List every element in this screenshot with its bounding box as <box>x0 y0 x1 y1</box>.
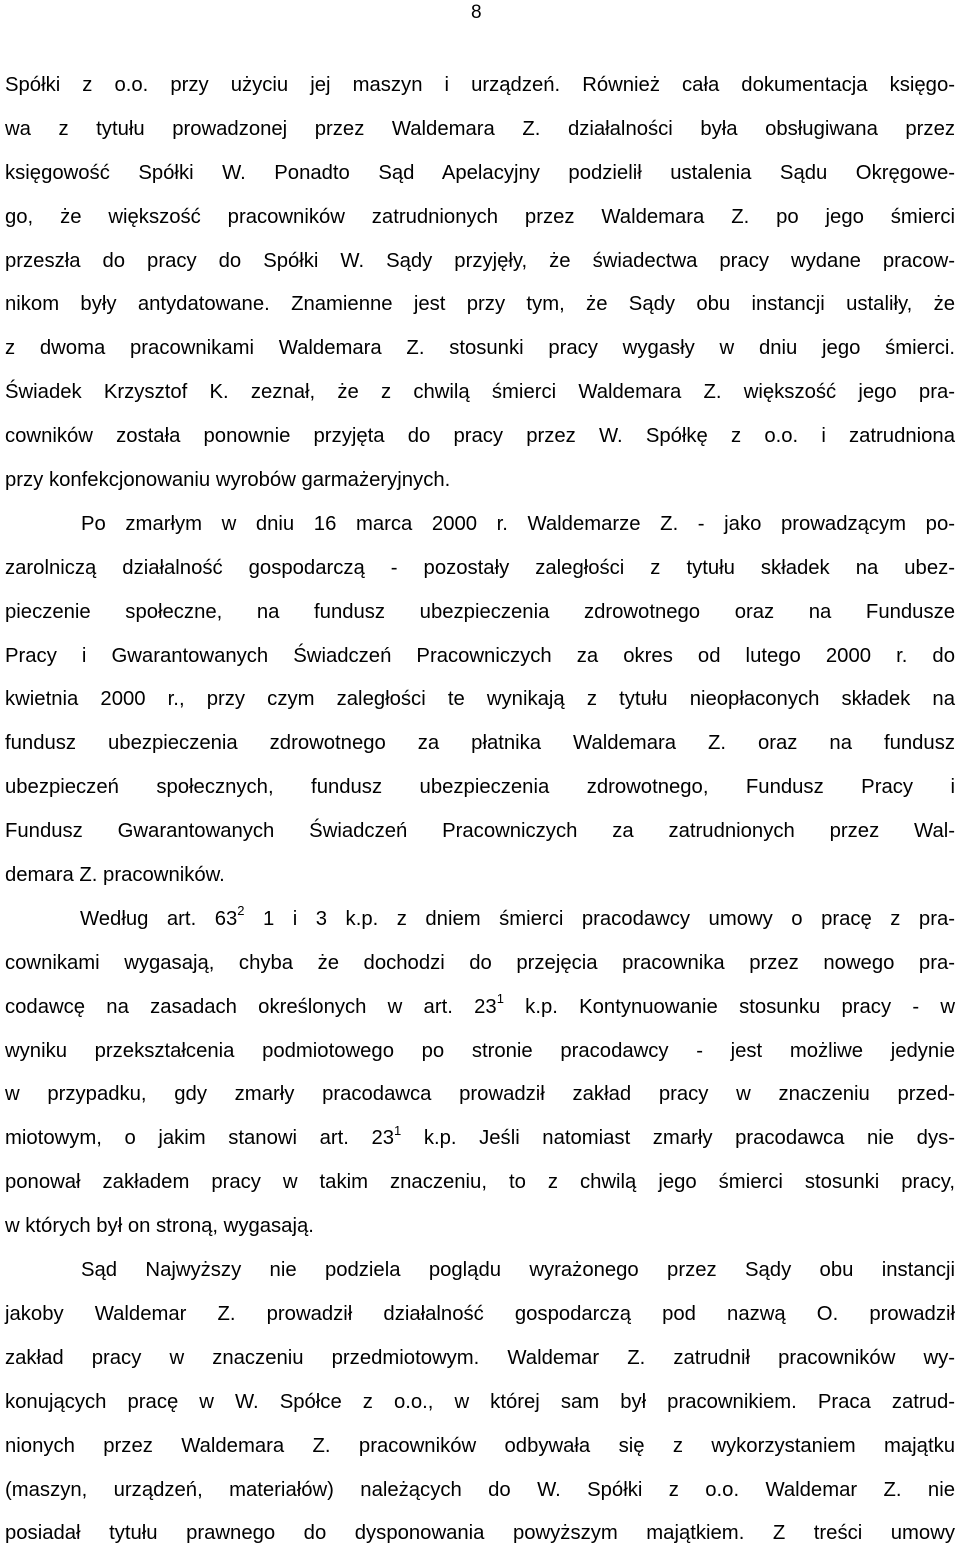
paragraph-block-3 <box>5 1030 955 1118</box>
text-line: wa z tytułu prowadzonej przez Waldemara Z. działalności była obsługiwana przez <box>5 117 955 140</box>
art23b-after: k.p. Jeśli natomiast zmarły pracodawca nie dys- <box>401 1127 955 1150</box>
text-line: nionych przez Waldemara Z. pracowników odbywała się z wykorzystaniem majątku <box>5 1434 955 1457</box>
text-line: zarolniczą działalność gospodarczą - pozostały zaległości z tytułu składek na ubez- <box>5 556 955 579</box>
text-line: (maszyn, urządzeń, materiałów) należących do W. Spółki z o.o. Waldemar Z. nie <box>5 1478 955 1501</box>
paragraph-block-1 <box>5 64 955 898</box>
text-line: jakoby Waldemar Z. prowadził działalność gospodarczą pod nazwą O. prowadził <box>5 1302 955 1325</box>
text-line: w których był on stroną, wygasają. <box>5 1215 314 1238</box>
text-line: Spółki z o.o. przy użyciu jej maszyn i urządzeń. Również cała dokumentacja księgo- <box>5 74 955 96</box>
art23b-superscript: 1 <box>394 1122 402 1138</box>
page-number-text: 8 <box>471 2 482 23</box>
text-line: w przypadku, gdy zmarły pracodawca prowadził zakład pracy w znaczeniu przed- <box>5 1083 955 1106</box>
art63-before: Według art. 63 <box>80 907 238 930</box>
text-line: fundusz ubezpieczenia zdrowotnego za płatnika Waldemara Z. oraz na fundusz <box>5 732 955 755</box>
art23a-before: codawcę na zasadach określonych w art. 23 <box>5 995 497 1018</box>
text-line: nikom były antydatowane. Znamienne jest przy tym, że Sądy obu instancji ustaliły, że <box>5 293 955 316</box>
text-line: go, że większość pracowników zatrudnionych przez Waldemara Z. po jego śmierci <box>5 205 955 228</box>
text-line: Pracy i Gwarantowanych Świadczeń Pracowniczych za okres od lutego 2000 r. do <box>5 644 955 667</box>
art23a-after: k.p. Kontynuowanie stosunku pracy - w <box>503 995 955 1018</box>
text-line: cowników została ponownie przyjęta do pracy przez W. Spółkę z o.o. i zatrudniona <box>5 425 955 448</box>
paragraph-block-2 <box>5 942 955 986</box>
text-line: przy konfekcjonowaniu wyrobów garmażeryjnych. <box>5 469 451 492</box>
art23b-before: miotowym, o jakim stanowi art. 23 <box>5 1127 395 1150</box>
text-line: cownikami wygasają, chyba że dochodzi do przejęcia pracownika przez nowego pra- <box>5 951 955 974</box>
text-line-art63 <box>5 898 955 942</box>
text-line: wyniku przekształcenia podmiotowego po stronie pracodawcy - jest możliwe jedynie <box>5 1039 955 1062</box>
text-line: ponował zakładem pracy w takim znaczeniu, to z chwilą jego śmierci stosunki pracy, <box>5 1171 955 1194</box>
text-line-art23b <box>5 1117 955 1161</box>
document-body <box>5 64 955 1556</box>
text-line: konujących pracę w W. Spółce z o.o., w której sam był pracownikiem. Praca zatrud- <box>5 1390 955 1413</box>
text-line: zakład pracy w znaczeniu przedmiotowym. Waldemar Z. zatrudnił pracowników wy- <box>5 1346 955 1369</box>
text-line: ubezpieczeń społecznych, fundusz ubezpieczenia zdrowotnego, Fundusz Pracy i <box>5 776 955 799</box>
text-line: posiadał tytułu prawnego do dysponowania powyższym majątkiem. Z treści umowy <box>5 1522 955 1545</box>
page-number <box>0 2 960 24</box>
text-line: Świadek Krzysztof K. zeznał, że z chwilą śmierci Waldemara Z. większość jego pra- <box>5 381 955 404</box>
text-line: Po zmarłym w dniu 16 marca 2000 r. Waldemarze Z. - jako prowadzącym po- <box>81 512 955 535</box>
text-line-art23a <box>5 986 955 1030</box>
art23a-superscript: 1 <box>496 990 504 1006</box>
text-line: z dwoma pracownikami Waldemara Z. stosunki pracy wygasły w dniu jego śmierci. <box>5 337 955 360</box>
paragraph-block-4 <box>5 1161 955 1556</box>
text-line: pieczenie społeczne, na fundusz ubezpieczenia zdrowotnego oraz na Fundusze <box>5 600 955 623</box>
text-line: Fundusz Gwarantowanych Świadczeń Pracowniczych za zatrudnionych przez Wal- <box>5 820 955 843</box>
art63-superscript: 2 <box>237 903 245 919</box>
text-line: Sąd Najwyższy nie podziela poglądu wyrażonego przez Sądy obu instancji <box>81 1259 955 1282</box>
art63-after: 1 i 3 k.p. z dniem śmierci pracodawcy umowy o pracę z pra- <box>244 907 955 930</box>
text-line: kwietnia 2000 r., przy czym zaległości te wynikają z tytułu nieopłaconych składek na <box>5 688 955 711</box>
text-line: przeszła do pracy do Spółki W. Sądy przyjęły, że świadectwa pracy wydane pracow- <box>5 249 955 272</box>
text-line: demara Z. pracowników. <box>5 864 225 887</box>
text-line: księgowość Spółki W. Ponadto Sąd Apelacyjny podzielił ustalenia Sądu Okręgowe- <box>5 161 955 184</box>
